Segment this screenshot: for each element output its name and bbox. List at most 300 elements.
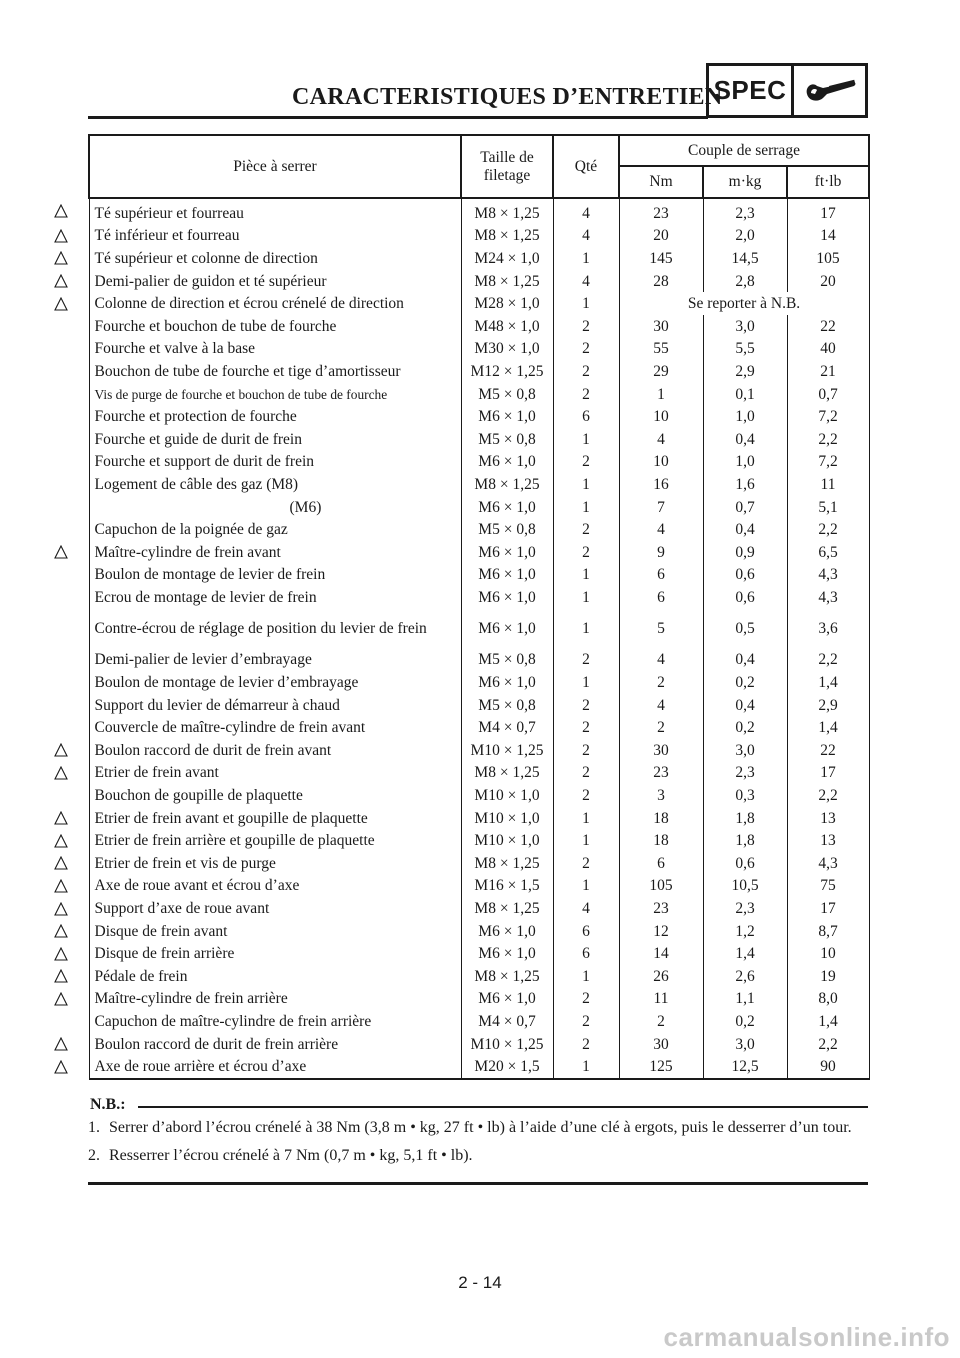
cell-nm: 18	[619, 829, 703, 852]
cell-qty: 4	[553, 198, 619, 225]
triangle-marker-icon	[54, 743, 68, 757]
wrench-icon	[801, 74, 863, 110]
cell-thread: M8 × 1,25	[461, 897, 553, 920]
cell-ftlb: 2,2	[787, 1033, 869, 1056]
table-row	[89, 649, 869, 672]
cell-thread: M8 × 1,25	[461, 852, 553, 875]
cell-nm: 30	[619, 1033, 703, 1056]
cell-part: Boulon raccord de durit de frein avant	[89, 739, 461, 762]
cell-mkg: 0,2	[703, 671, 787, 694]
cell-thread: M8 × 1,25	[461, 762, 553, 785]
cell-qty: 1	[553, 473, 619, 496]
cell-nm: 55	[619, 338, 703, 361]
cell-ftlb: 2,9	[787, 694, 869, 717]
cell-nm: 3	[619, 784, 703, 807]
triangle-marker-icon	[54, 879, 68, 893]
cell-part: Colonne de direction et écrou crénelé de direction	[89, 292, 461, 315]
cell-qty: 1	[553, 586, 619, 609]
cell-mkg: 0,5	[703, 609, 787, 649]
cell-thread: M6 × 1,0	[461, 671, 553, 694]
cell-part: Té inférieur et fourreau	[89, 225, 461, 248]
cell-ftlb: 2,2	[787, 518, 869, 541]
cell-mkg: 1,6	[703, 473, 787, 496]
table-row	[89, 541, 869, 564]
cell-qty: 2	[553, 988, 619, 1011]
cell-thread: M48 × 1,0	[461, 315, 553, 338]
note-text: Serrer d’abord l’écrou crénelé à 38 Nm (3,8 m • kg, 27 ft • lb) à l’aide d’une clé à ergots, puis le desserrer d’un tour.	[109, 1119, 852, 1136]
cell-thread: M8 × 1,25	[461, 270, 553, 293]
cell-ftlb: 3,6	[787, 609, 869, 649]
cell-qty: 1	[553, 807, 619, 830]
cell-ftlb: 7,2	[787, 451, 869, 474]
cell-ftlb: 105	[787, 247, 869, 270]
cell-ftlb: 4,3	[787, 852, 869, 875]
table-row	[89, 1010, 869, 1033]
cell-part: Bouchon de goupille de plaquette	[89, 784, 461, 807]
triangle-marker-icon	[54, 229, 68, 243]
table-row	[89, 784, 869, 807]
cell-mkg: 2,3	[703, 762, 787, 785]
cell-ftlb: 1,4	[787, 716, 869, 739]
table-row	[89, 852, 869, 875]
cell-nm: 2	[619, 1010, 703, 1033]
cell-thread: M6 × 1,0	[461, 451, 553, 474]
cell-part: Etrier de frein avant et goupille de plaquette	[89, 807, 461, 830]
table-row	[89, 292, 869, 315]
cell-mkg: 0,6	[703, 564, 787, 587]
cell-ftlb: 2,2	[787, 649, 869, 672]
cell-mkg: 12,5	[703, 1055, 787, 1079]
cell-qty: 1	[553, 564, 619, 587]
spec-label: SPEC	[713, 75, 787, 105]
cell-part: Capuchon de la poignée de gaz	[89, 518, 461, 541]
cell-qty: 6	[553, 920, 619, 943]
cell-thread: M5 × 0,8	[461, 518, 553, 541]
cell-mkg: 10,5	[703, 875, 787, 898]
table-row	[89, 360, 869, 383]
cell-qty: 1	[553, 247, 619, 270]
cell-ftlb: 2,2	[787, 784, 869, 807]
col-header-nm: Nm	[619, 166, 703, 198]
cell-nm: 2	[619, 716, 703, 739]
cell-nm: 18	[619, 807, 703, 830]
note-item	[88, 1116, 868, 1140]
table-row	[89, 762, 869, 785]
cell-thread: M4 × 0,7	[461, 716, 553, 739]
cell-qty: 2	[553, 1010, 619, 1033]
cell-nm: 4	[619, 428, 703, 451]
cell-mkg: 1,8	[703, 807, 787, 830]
cell-ftlb: 5,1	[787, 496, 869, 519]
cell-qty: 2	[553, 762, 619, 785]
cell-mkg: 2,9	[703, 360, 787, 383]
cell-part: (M6)	[89, 496, 461, 519]
cell-ftlb: 19	[787, 965, 869, 988]
cell-part: Capuchon de maître-cylindre de frein arrière	[89, 1010, 461, 1033]
cell-mkg: 5,5	[703, 338, 787, 361]
cell-qty: 2	[553, 716, 619, 739]
triangle-marker-icon	[54, 834, 68, 848]
cell-ftlb: 6,5	[787, 541, 869, 564]
col-header-ftlb: ft·lb	[787, 166, 869, 198]
cell-mkg: 3,0	[703, 739, 787, 762]
cell-thread: M10 × 1,25	[461, 1033, 553, 1056]
cell-thread: M6 × 1,0	[461, 586, 553, 609]
cell-thread: M8 × 1,25	[461, 225, 553, 248]
cell-part: Etrier de frein avant	[89, 762, 461, 785]
triangle-marker-icon	[54, 992, 68, 1006]
cell-part: Disque de frein arrière	[89, 942, 461, 965]
cell-mkg: 1,2	[703, 920, 787, 943]
cell-thread: M6 × 1,0	[461, 564, 553, 587]
cell-mkg: 0,4	[703, 518, 787, 541]
cell-mkg: 0,6	[703, 586, 787, 609]
table-row	[89, 198, 869, 225]
cell-nm: 7	[619, 496, 703, 519]
table-row	[89, 225, 869, 248]
cell-nm: 6	[619, 852, 703, 875]
cell-nm: 23	[619, 897, 703, 920]
cell-nm: 9	[619, 541, 703, 564]
table-row	[89, 247, 869, 270]
note-text: Resserrer l’écrou crénelé à 7 Nm (0,7 m • kg, 5,1 ft • lb).	[109, 1147, 473, 1164]
table-row	[89, 338, 869, 361]
cell-thread: M8 × 1,25	[461, 473, 553, 496]
cell-part: Fourche et bouchon de tube de fourche	[89, 315, 461, 338]
table-row	[89, 473, 869, 496]
cell-qty: 2	[553, 383, 619, 406]
triangle-marker-icon	[54, 969, 68, 983]
notes-label: N.B.:	[90, 1096, 126, 1113]
cell-nm: 145	[619, 247, 703, 270]
cell-thread: M28 × 1,0	[461, 292, 553, 315]
cell-thread: M5 × 0,8	[461, 649, 553, 672]
table-row	[89, 671, 869, 694]
cell-mkg: 14,5	[703, 247, 787, 270]
table-row	[89, 315, 869, 338]
triangle-marker-icon	[54, 811, 68, 825]
table-row	[89, 739, 869, 762]
cell-ftlb: 11	[787, 473, 869, 496]
cell-part: Logement de câble des gaz (M8)	[89, 473, 461, 496]
cell-nm: 11	[619, 988, 703, 1011]
cell-thread: M5 × 0,8	[461, 383, 553, 406]
cell-mkg: 2,0	[703, 225, 787, 248]
cell-nm: 30	[619, 315, 703, 338]
cell-part: Couvercle de maître-cylindre de frein avant	[89, 716, 461, 739]
cell-part: Etrier de frein arrière et goupille de plaquette	[89, 829, 461, 852]
cell-part: Boulon raccord de durit de frein arrière	[89, 1033, 461, 1056]
cell-qty: 4	[553, 897, 619, 920]
cell-ftlb: 4,3	[787, 586, 869, 609]
triangle-marker-icon	[54, 1037, 68, 1051]
cell-mkg: 0,2	[703, 1010, 787, 1033]
triangle-marker-icon	[54, 766, 68, 780]
triangle-marker-icon	[54, 251, 68, 265]
cell-mkg: 3,0	[703, 1033, 787, 1056]
col-header-part: Pièce à serrer	[89, 135, 461, 198]
col-header-mkg: m·kg	[703, 166, 787, 198]
cell-ftlb: 17	[787, 762, 869, 785]
cell-nm: 16	[619, 473, 703, 496]
cell-thread: M10 × 1,25	[461, 739, 553, 762]
cell-nm: 4	[619, 649, 703, 672]
table-row	[89, 609, 869, 649]
cell-qty: 2	[553, 784, 619, 807]
cell-qty: 1	[553, 671, 619, 694]
table-row	[89, 965, 869, 988]
table-row	[89, 1055, 869, 1079]
cell-thread: M8 × 1,25	[461, 198, 553, 225]
cell-part: Boulon de montage de levier d’embrayage	[89, 671, 461, 694]
cell-ftlb: 90	[787, 1055, 869, 1079]
cell-qty: 4	[553, 225, 619, 248]
table-row	[89, 1033, 869, 1056]
cell-part: Fourche et support de durit de frein	[89, 451, 461, 474]
cell-ftlb: 75	[787, 875, 869, 898]
note-item	[88, 1144, 868, 1168]
cell-part: Support d’axe de roue avant	[89, 897, 461, 920]
cell-qty: 2	[553, 451, 619, 474]
cell-qty: 2	[553, 694, 619, 717]
cell-thread: M6 × 1,0	[461, 942, 553, 965]
table-row	[89, 829, 869, 852]
triangle-marker-icon	[54, 204, 68, 218]
cell-part: Maître-cylindre de frein arrière	[89, 988, 461, 1011]
cell-mkg: 2,3	[703, 198, 787, 225]
table-row	[89, 383, 869, 406]
cell-part: Axe de roue avant et écrou d’axe	[89, 875, 461, 898]
note-number: 2.	[88, 1147, 100, 1164]
cell-mkg: 2,6	[703, 965, 787, 988]
cell-qty: 2	[553, 649, 619, 672]
cell-qty: 1	[553, 496, 619, 519]
cell-qty: 4	[553, 270, 619, 293]
cell-nm: 105	[619, 875, 703, 898]
cell-nm: 10	[619, 405, 703, 428]
table-row	[89, 988, 869, 1011]
cell-thread: M8 × 1,25	[461, 965, 553, 988]
cell-nm: 125	[619, 1055, 703, 1079]
cell-thread: M24 × 1,0	[461, 247, 553, 270]
cell-ftlb: 40	[787, 338, 869, 361]
table-row	[89, 694, 869, 717]
page-number: 2 - 14	[458, 1273, 502, 1292]
cell-nm: 6	[619, 586, 703, 609]
cell-ftlb: 21	[787, 360, 869, 383]
table-row	[89, 564, 869, 587]
cell-ftlb: 17	[787, 198, 869, 225]
cell-ftlb: 14	[787, 225, 869, 248]
cell-ftlb: 1,4	[787, 1010, 869, 1033]
cell-mkg: 2,3	[703, 897, 787, 920]
cell-mkg: 0,4	[703, 428, 787, 451]
cell-thread: M10 × 1,0	[461, 829, 553, 852]
table-row	[89, 807, 869, 830]
cell-qty: 1	[553, 829, 619, 852]
cell-mkg: 1,0	[703, 405, 787, 428]
triangle-marker-icon	[54, 1060, 68, 1074]
cell-thread: M6 × 1,0	[461, 405, 553, 428]
cell-qty: 2	[553, 852, 619, 875]
cell-nm: 1	[619, 383, 703, 406]
cell-mkg: 1,8	[703, 829, 787, 852]
cell-mkg: 0,3	[703, 784, 787, 807]
cell-mkg: 1,1	[703, 988, 787, 1011]
cell-qty: 2	[553, 518, 619, 541]
triangle-marker-icon	[54, 902, 68, 916]
cell-nm: 4	[619, 518, 703, 541]
cell-ftlb: 4,3	[787, 564, 869, 587]
triangle-marker-icon	[54, 545, 68, 559]
spec-badge	[706, 63, 868, 118]
cell-ftlb: 7,2	[787, 405, 869, 428]
table-row	[89, 920, 869, 943]
cell-nm: 26	[619, 965, 703, 988]
cell-thread: M30 × 1,0	[461, 338, 553, 361]
cell-thread: M12 × 1,25	[461, 360, 553, 383]
cell-mkg: 0,4	[703, 694, 787, 717]
cell-nm: 23	[619, 198, 703, 225]
cell-thread: M6 × 1,0	[461, 609, 553, 649]
cell-nm: 28	[619, 270, 703, 293]
cell-nm: 12	[619, 920, 703, 943]
cell-mkg: 2,8	[703, 270, 787, 293]
cell-qty: 2	[553, 541, 619, 564]
cell-mkg: 1,0	[703, 451, 787, 474]
cell-thread: M6 × 1,0	[461, 541, 553, 564]
cell-qty: 1	[553, 965, 619, 988]
cell-mkg: 0,2	[703, 716, 787, 739]
table-row	[89, 496, 869, 519]
cell-part: Support du levier de démarreur à chaud	[89, 694, 461, 717]
cell-qty: 6	[553, 942, 619, 965]
cell-nm: 6	[619, 564, 703, 587]
table-row	[89, 716, 869, 739]
cell-qty: 1	[553, 1055, 619, 1079]
table-row	[89, 451, 869, 474]
cell-qty: 2	[553, 315, 619, 338]
col-header-thread: Taille de filetage	[461, 135, 553, 198]
cell-ftlb: 8,0	[787, 988, 869, 1011]
note-number: 1.	[88, 1119, 100, 1136]
cell-ftlb: 0,7	[787, 383, 869, 406]
notes-rule	[138, 1106, 868, 1108]
cell-thread: M6 × 1,0	[461, 920, 553, 943]
cell-nm: 30	[619, 739, 703, 762]
triangle-marker-icon	[54, 947, 68, 961]
cell-ftlb: 22	[787, 315, 869, 338]
table-row	[89, 428, 869, 451]
cell-thread: M10 × 1,0	[461, 807, 553, 830]
cell-qty: 2	[553, 360, 619, 383]
cell-part: Boulon de montage de levier de frein	[89, 564, 461, 587]
cell-thread: M10 × 1,0	[461, 784, 553, 807]
cell-ftlb: 17	[787, 897, 869, 920]
notes-list	[88, 1116, 868, 1168]
notes-bottom-rule	[88, 1182, 868, 1185]
col-header-torque: Couple de serrage	[619, 135, 869, 166]
cell-thread: M6 × 1,0	[461, 496, 553, 519]
torque-table-container	[88, 134, 868, 1080]
cell-part: Axe de roue arrière et écrou d’axe	[89, 1055, 461, 1079]
cell-mkg: 1,4	[703, 942, 787, 965]
cell-nm: 29	[619, 360, 703, 383]
cell-ftlb: 20	[787, 270, 869, 293]
cell-nm: 14	[619, 942, 703, 965]
cell-qty: 2	[553, 338, 619, 361]
cell-part: Té supérieur et colonne de direction	[89, 247, 461, 270]
table-row	[89, 897, 869, 920]
cell-qty: 1	[553, 875, 619, 898]
cell-part: Maître-cylindre de frein avant	[89, 541, 461, 564]
cell-part: Demi-palier de levier d’embrayage	[89, 649, 461, 672]
table-row	[89, 405, 869, 428]
table-row	[89, 875, 869, 898]
cell-thread: M5 × 0,8	[461, 694, 553, 717]
cell-part: Ecrou de montage de levier de frein	[89, 586, 461, 609]
cell-thread: M20 × 1,5	[461, 1055, 553, 1079]
spec-divider	[791, 66, 794, 115]
triangle-marker-icon	[54, 856, 68, 870]
header-rule	[88, 116, 708, 119]
cell-nm: 5	[619, 609, 703, 649]
cell-part: Fourche et valve à la base	[89, 338, 461, 361]
cell-nm: 10	[619, 451, 703, 474]
table-row	[89, 518, 869, 541]
cell-qty: 6	[553, 405, 619, 428]
triangle-marker-icon	[54, 274, 68, 288]
cell-mkg: 0,6	[703, 852, 787, 875]
table-row	[89, 586, 869, 609]
cell-qty: 1	[553, 292, 619, 315]
cell-nm: 20	[619, 225, 703, 248]
table-row	[89, 942, 869, 965]
cell-ftlb: 10	[787, 942, 869, 965]
cell-part: Demi-palier de guidon et té supérieur	[89, 270, 461, 293]
cell-qty: 2	[553, 739, 619, 762]
cell-part: Fourche et protection de fourche	[89, 405, 461, 428]
table-row	[89, 270, 869, 293]
cell-qty: 1	[553, 428, 619, 451]
cell-ftlb: 8,7	[787, 920, 869, 943]
torque-table	[88, 134, 870, 1080]
cell-part: Vis de purge de fourche et bouchon de tube de fourche	[89, 383, 461, 406]
cell-thread: M5 × 0,8	[461, 428, 553, 451]
cell-mkg: 0,4	[703, 649, 787, 672]
cell-ftlb: 1,4	[787, 671, 869, 694]
cell-ftlb: 13	[787, 829, 869, 852]
triangle-marker-icon	[54, 924, 68, 938]
cell-mkg: 0,1	[703, 383, 787, 406]
watermark: carmanualsonline.info	[663, 1322, 950, 1352]
cell-part: Bouchon de tube de fourche et tige d’amortisseur	[89, 360, 461, 383]
cell-qty: 2	[553, 1033, 619, 1056]
cell-nm: 4	[619, 694, 703, 717]
cell-thread: M4 × 0,7	[461, 1010, 553, 1033]
cell-mkg: 0,9	[703, 541, 787, 564]
cell-qty: 1	[553, 609, 619, 649]
cell-mkg: 0,7	[703, 496, 787, 519]
page-title: CARACTERISTIQUES D’ENTRETIEN	[292, 84, 723, 110]
cell-thread: M6 × 1,0	[461, 988, 553, 1011]
cell-ftlb: 22	[787, 739, 869, 762]
cell-nm: 2	[619, 671, 703, 694]
cell-part: Té supérieur et fourreau	[89, 198, 461, 225]
cell-nm: 23	[619, 762, 703, 785]
cell-mkg: 3,0	[703, 315, 787, 338]
cell-torque-note: Se reporter à N.B.	[619, 292, 869, 315]
